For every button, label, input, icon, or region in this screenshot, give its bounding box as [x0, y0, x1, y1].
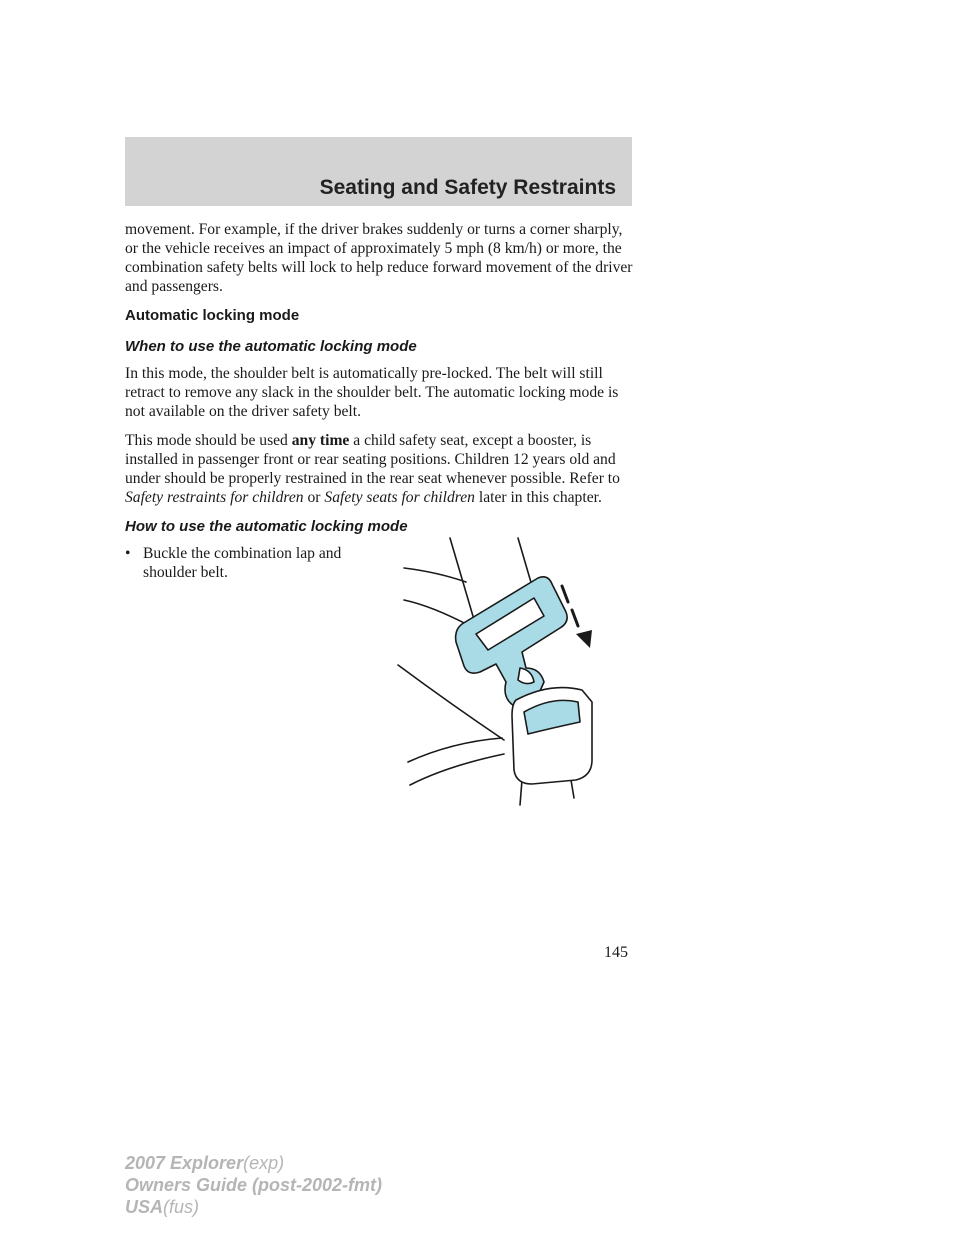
seat-belt-buckle-illustration	[392, 530, 622, 820]
document-footer	[125, 1152, 382, 1218]
intro-paragraph: movement. For example, if the driver brakes suddenly or turns a corner sharply, or the vehicle receives an impact of approximately 5 mph (8 km/h) or more, the combination safety belts will lock to help reduce forward movement of the driver and passengers.	[125, 221, 633, 295]
footer-line-model: 2007 Explorer(exp)	[125, 1153, 285, 1173]
paragraph-when-to-use: In this mode, the shoulder belt is automatically pre-locked. The belt will still retract to remove any slack in the shoulder belt. The automatic locking mode is not available on the driver safety belt.	[125, 365, 619, 420]
subheading-how-to-use: How to use the automatic locking mode	[125, 518, 408, 535]
bullet-text: Buckle the combination lap and shoulder belt.	[143, 545, 342, 581]
section-header-band	[125, 137, 632, 206]
paragraph-mode-usage: This mode should be used any time a child safety seat, except a booster, is installed in passenger front or rear seating positions. Children 12 years old and under should be properly restrained in the rear seat whenever possible. Refer to Safety restraints for children or Safety seats for children later in this chapter.	[125, 432, 620, 506]
emphasis-any-time: any time	[291, 432, 350, 449]
page-number: 145	[604, 944, 628, 961]
list-item	[125, 544, 365, 582]
reference-safety-seats-for-children: Safety seats for children	[324, 489, 475, 506]
footer-line-guide: Owners Guide (post-2002-fmt)	[125, 1175, 383, 1195]
heading-automatic-locking-mode: Automatic locking mode	[125, 307, 300, 324]
bullet-icon: •	[125, 545, 131, 562]
section-title: Seating and Safety Restraints	[319, 176, 616, 199]
body-text	[125, 220, 635, 582]
reference-safety-restraints-for-children: Safety restraints for children	[125, 489, 304, 506]
footer-line-market: USA(fus)	[125, 1197, 200, 1217]
subheading-when-to-use: When to use the automatic locking mode	[125, 338, 417, 355]
